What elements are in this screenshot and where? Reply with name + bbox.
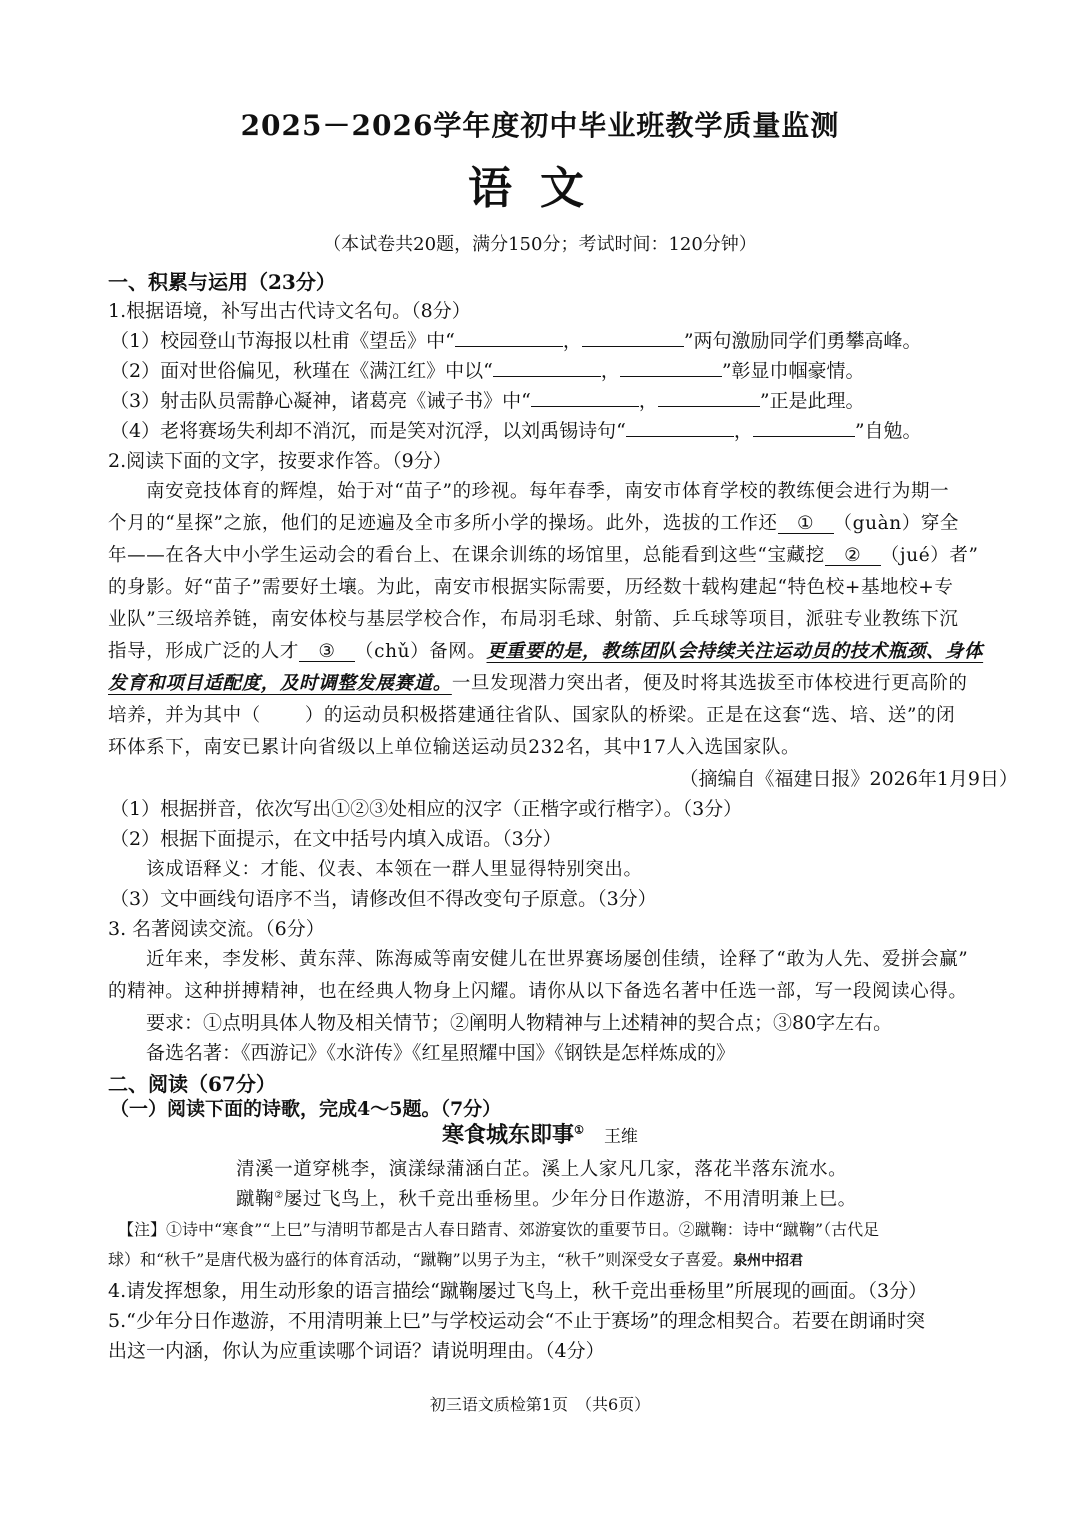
underlined-sentence: 更重要的是，教练团队会持续关注运动员的技术瓶颈、身体 xyxy=(486,641,984,662)
passage-line-7: 发育和项目适配度，及时调整发展赛道。一旦发现潜力突出者，便及时将其选拔至市体校进行更高阶的 xyxy=(108,673,968,694)
passage-line-5: 业队”三级培养链，南安体校与基层学校合作，布局羽毛球、射箭、乒乓球等项目，派驻专业教练下沉 xyxy=(108,609,959,630)
passage-line-8: 培养，并为其中（ ）的运动员积极搭建通往省队、国家队的桥梁。正是在这套“选、培、送”的闭 xyxy=(108,705,956,726)
answer-blank[interactable] xyxy=(620,356,722,377)
subject-title: 语文 xyxy=(468,163,612,214)
q5-line-2: 出这一内涵，你认为应重读哪个词语？请说明理由。（4分） xyxy=(108,1340,605,1362)
answer-blank[interactable] xyxy=(582,326,684,347)
q3-books: 备选名著：《西游记》《水浒传》《红星照耀中国》《钢铁是怎样炼成的》 xyxy=(146,1042,736,1064)
section2-heading: 二、阅读（67分） xyxy=(108,1072,276,1096)
passage-line-6: 指导，形成广泛的人才 ③ （chǔ）备网。更重要的是，教练团队会持续关注运动员的技术瓶颈、身体 xyxy=(108,641,984,662)
section1-heading: 一、积累与运用（23分） xyxy=(108,270,336,294)
q5-line-1: 5.“少年分日作遨游，不用清明兼上巳”与学校运动会“不止于赛场”的理念相契合。若要在朗诵时突 xyxy=(108,1310,925,1332)
q3-line-2: 的精神。这种拼搏精神，也在经典人物身上闪耀。请你从以下备选名著中任选一部，写一段阅读心得。 xyxy=(108,981,968,1002)
blank-1[interactable]: ① xyxy=(778,513,834,534)
poem-note-2: 球）和“秋千”是唐代极为盛行的体育活动，“蹴鞠”以男子为主，“秋千”则深受女子喜爱。泉州中招君 xyxy=(108,1250,804,1269)
q3-stem: 3. 名著阅读交流。（6分） xyxy=(108,918,325,940)
blank-3[interactable]: ③ xyxy=(299,641,355,662)
underlined-sentence: 发育和项目适配度，及时调整发展赛道。 xyxy=(108,673,452,694)
passage-line-4: 的身影。好“苗子”需要好土壤。为此，南安市根据实际需要，历经数十载构建起“特色校+基地校+专 xyxy=(108,577,954,598)
passage-line-3: 年——在各大中小学生运动会的看台上、在课余训练的场馆里，总能看到这些“宝藏挖 ② （jué）者” xyxy=(108,545,979,566)
q4: 4.请发挥想象，用生动形象的语言描绘“蹴鞠屡过飞鸟上，秋千竞出垂杨里”所展现的画面。（3分） xyxy=(108,1280,928,1302)
answer-blank[interactable] xyxy=(658,386,760,407)
passage-line-1: 南安竞技体育的辉煌，始于对“苗子”的珍视。每年春季，南安市体育学校的教练便会进行为期一 xyxy=(146,481,950,502)
q2-hint: 该成语释义：才能、仪表、本领在一群人里显得特别突出。 xyxy=(146,859,643,880)
answer-blank[interactable] xyxy=(455,326,563,347)
q2-sub1: （1）根据拼音，依次写出①②③处相应的汉字（正楷字或行楷字）。（3分） xyxy=(110,798,743,820)
poem-author: 王维 xyxy=(603,1127,638,1147)
q1-item-4: （4）老将赛场失利却不消沉，而是笑对沉浮，以刘禹锡诗句“ ， ”自勉。 xyxy=(110,416,922,443)
q3-requirements: 要求：①点明具体人物及相关情节；②阐明人物精神与上述精神的契合点；③80字左右。 xyxy=(146,1012,893,1034)
q3-line-1: 近年来，李发彬、黄东萍、陈海威等南安健儿在世界赛场屡创佳绩，诠释了“敢为人先、爱拼会赢” xyxy=(146,949,969,970)
passage-source: （摘编自《福建日报》2026年1月9日） xyxy=(679,768,1018,790)
page-footer: 初三语文质检第1页 （共6页） xyxy=(429,1395,651,1414)
q1-stem: 1.根据语境，补写出古代诗文名句。（8分） xyxy=(108,300,471,322)
blank-2[interactable]: ② xyxy=(825,545,881,566)
q2-sub3: （3）文中画线句语序不当，请修改但不得改变句子原意。（3分） xyxy=(110,888,657,910)
passage-line-2: 个月的“星探”之旅，他们的足迹遍及全市多所小学的操场。此外，选拔的工作还 ① （guàn）穿全 xyxy=(108,513,960,534)
q1-item-2: （2）面对世俗偏见，秋瑾在《满江红》中以“ ， ”彰显巾帼豪情。 xyxy=(110,356,865,383)
poem-line-1: 清溪一道穿桃李，演漾绿蒲涵白芷。溪上人家凡几家，落花半落东流水。 xyxy=(236,1159,848,1180)
q1-item-1: （1）校园登山节海报以杜甫《望岳》中“ ， ”两句激励同学们勇攀高峰。 xyxy=(110,326,922,353)
answer-blank[interactable] xyxy=(493,356,601,377)
passage-line-9: 环体系下，南安已累计向省级以上单位输送运动员232名，其中17人入选国家队。 xyxy=(108,737,801,758)
answer-blank[interactable] xyxy=(531,386,639,407)
exam-info: （本试卷共20题，满分150分；考试时间：120分钟） xyxy=(323,234,757,255)
poem-note-1: 【注】①诗中“寒食”“上巳”与清明节都是古人春日踏青、郊游宴饮的重要节日。②蹴鞠：诗中“蹴鞠”（古代足 xyxy=(118,1220,880,1239)
q2-sub2: （2）根据下面提示，在文中括号内填入成语。（3分） xyxy=(110,828,562,850)
watermark: 泉州中招君 xyxy=(733,1253,804,1269)
answer-blank[interactable] xyxy=(753,416,855,437)
q1-item-3: （3）射击队员需静心凝神，诸葛亮《诫子书》中“ ， ”正是此理。 xyxy=(110,386,865,413)
poem-title: 寒食城东即事① 王维 xyxy=(442,1122,638,1148)
exam-title: 2025－2026学年度初中毕业班教学质量监测 xyxy=(240,109,840,142)
q2-stem: 2.阅读下面的文字，按要求作答。（9分） xyxy=(108,450,452,472)
section2-part1: （一）阅读下面的诗歌，完成4～5题。（7分） xyxy=(110,1098,502,1120)
poem-line-2: 蹴鞠②屡过飞鸟上，秋千竞出垂杨里。少年分日作遨游，不用清明兼上巳。 xyxy=(236,1189,857,1210)
answer-blank[interactable] xyxy=(626,416,734,437)
